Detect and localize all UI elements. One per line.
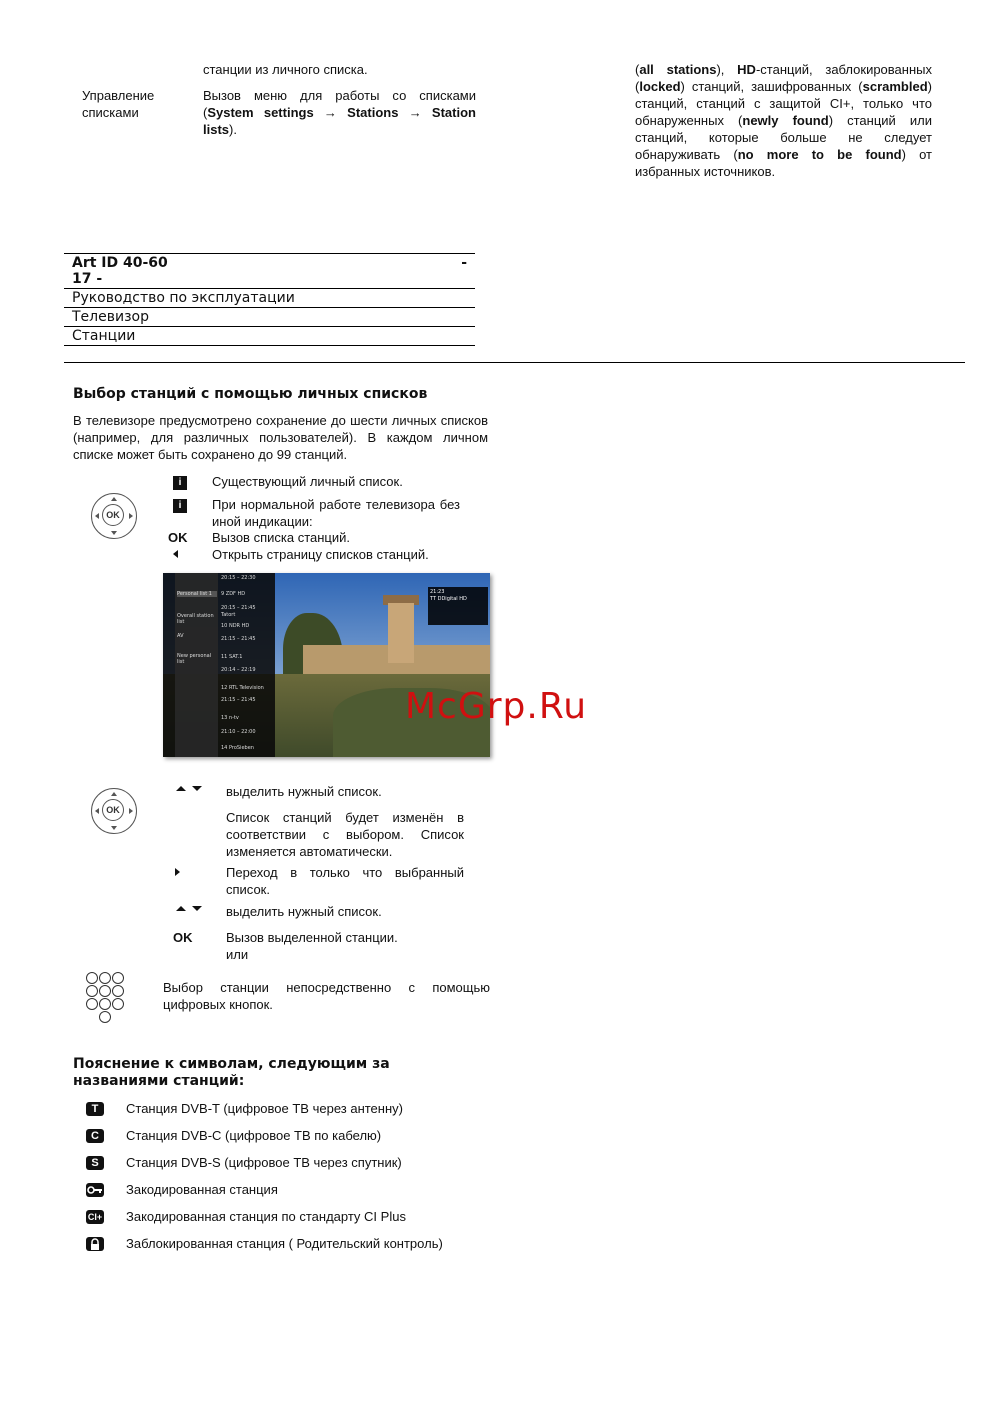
symbol-label-scrambled: Закодированная станция: [126, 1182, 278, 1197]
step-open-lists-page: Открыть страницу списков станций.: [212, 547, 429, 562]
symbol-label-dvb-s: Станция DVB-S (цифровое ТВ через спутник): [126, 1155, 402, 1170]
header-row-stations: Станции: [64, 327, 475, 346]
channel-row: 9 ZDF HD: [221, 591, 246, 597]
lock-icon: [86, 1237, 104, 1251]
channel-row: 13 n-tv: [221, 715, 239, 721]
ci-plus-icon: CI+: [87, 1212, 103, 1222]
term-station-lists: Управление списками: [82, 88, 155, 120]
station-list-menu: [163, 573, 275, 757]
numeric-keypad-icon: [86, 972, 128, 1026]
symbol-label-ci-plus: Закодированная станция по стандарту CI Plus: [126, 1209, 406, 1224]
key-icon: [86, 1183, 104, 1197]
divider-line: [64, 362, 965, 363]
or-text: или: [226, 947, 249, 962]
menu-item: Overall station list: [177, 613, 214, 625]
desc-prefix: Вызов меню для работы со списками (: [203, 88, 476, 120]
desc-menu-path: System settings → Stations → Station lists: [203, 105, 476, 137]
info-key-icon: i: [173, 476, 187, 490]
step-digit-select: Выбор станции непосредственно с помощью цифровых кнопок.: [163, 980, 490, 1012]
up-down-arrows-icon-2: [175, 905, 203, 913]
channel-row: 10 NDR HD: [221, 623, 250, 629]
header-row-tv: Телевизор: [64, 308, 475, 327]
right-arrow-icon: [173, 867, 181, 877]
section-title: Выбор станций с помощью личных списков: [73, 386, 428, 402]
step-call-station: Вызов выделенной станции.: [226, 930, 398, 945]
info-time: 21:23: [430, 589, 445, 595]
channel-row: 11 SAT.1: [221, 654, 243, 660]
header-row-art-id: Art ID 40-60 - 17 -: [64, 253, 475, 289]
ok-key-label-2: OK: [173, 930, 193, 945]
info-line: TT DDigital HD: [430, 596, 467, 602]
header-row-manual: Руководство по эксплуатации: [64, 289, 475, 308]
channel-info-box: [428, 587, 488, 625]
left-arrow-icon: [172, 549, 180, 559]
channel-row: Tatort: [221, 612, 236, 618]
channel-row: 21:15 – 21:45: [221, 636, 256, 642]
ok-key-label: OK: [168, 530, 188, 545]
document-header-table: [64, 253, 475, 346]
channel-row: 21:15 – 21:45: [221, 697, 256, 703]
channel-row: 20:15 – 22:30: [221, 575, 256, 581]
tv-screenshot: [163, 573, 490, 757]
dvb-t-icon: T: [86, 1102, 104, 1116]
step-go-to-list: Переход в только что выбранный список.: [226, 865, 464, 897]
continued-text: станции из личного списка.: [203, 62, 368, 77]
filter-description: (all stations), HD-станций, заблокированных (locked) станций, зашифрованных (scrambled) станций, станций с защитой CI+, только что обнаруженных (newly found) станций или станций, которые больше не следует обнаруживать (no more to be found) от избранных источников.: [635, 62, 932, 179]
symbol-label-dvb-c: Станция DVB-C (цифровое ТВ по кабелю): [126, 1128, 382, 1143]
up-down-arrows-icon: [175, 785, 203, 793]
symbol-label-locked: Заблокированная станция ( Родительский контроль): [126, 1236, 443, 1251]
step-list-changes: Список станций будет изменён в соответствии с выбором. Список изменяется автоматически.: [226, 810, 464, 859]
channel-row: 21:10 – 22:00: [221, 729, 256, 735]
menu-item: Personal list 1: [177, 591, 217, 597]
step-normal-mode: При нормальной работе телевизора без иной индикации:: [212, 497, 460, 529]
term-description: [203, 87, 476, 138]
step-select-list-2: выделить нужный список.: [226, 904, 382, 919]
menu-item: New personal list: [177, 653, 212, 665]
symbols-title: Пояснение к символам, следующим за названиями станций:: [73, 1056, 390, 1089]
step-select-list: выделить нужный список.: [226, 784, 382, 799]
channel-row: 20:15 – 21:45: [221, 605, 256, 611]
art-id: Art ID 40-60: [72, 255, 168, 271]
channel-row: 14 ProSieben: [221, 745, 254, 751]
channel-row: 12 RTL Television: [221, 685, 264, 691]
section-intro: В телевизоре предусмотрено сохранение до шести личных списков (например, для различных пользователей). В каждом личном списке может быть сохранено до 99 станций.: [73, 413, 488, 462]
menu-item: AV: [177, 633, 184, 639]
step-call-list: Вызов списка станций.: [212, 530, 350, 545]
info-key-icon-2: i: [173, 499, 187, 513]
dvb-s-icon: S: [86, 1156, 104, 1170]
dvb-c-icon: C: [86, 1129, 104, 1143]
step-existing-list: Существующий личный список.: [212, 474, 403, 489]
symbol-label-dvb-t: Станция DVB-T (цифровое ТВ через антенну): [126, 1101, 403, 1116]
remote-ok-icon-2: OK: [91, 788, 137, 834]
channel-row: 20:14 – 22:19: [221, 667, 256, 673]
remote-ok-icon: OK: [91, 493, 137, 539]
desc-suffix: ).: [229, 122, 237, 137]
art-id-suffix: 17 -: [72, 271, 103, 287]
watermark: McGrp.Ru: [405, 686, 588, 727]
